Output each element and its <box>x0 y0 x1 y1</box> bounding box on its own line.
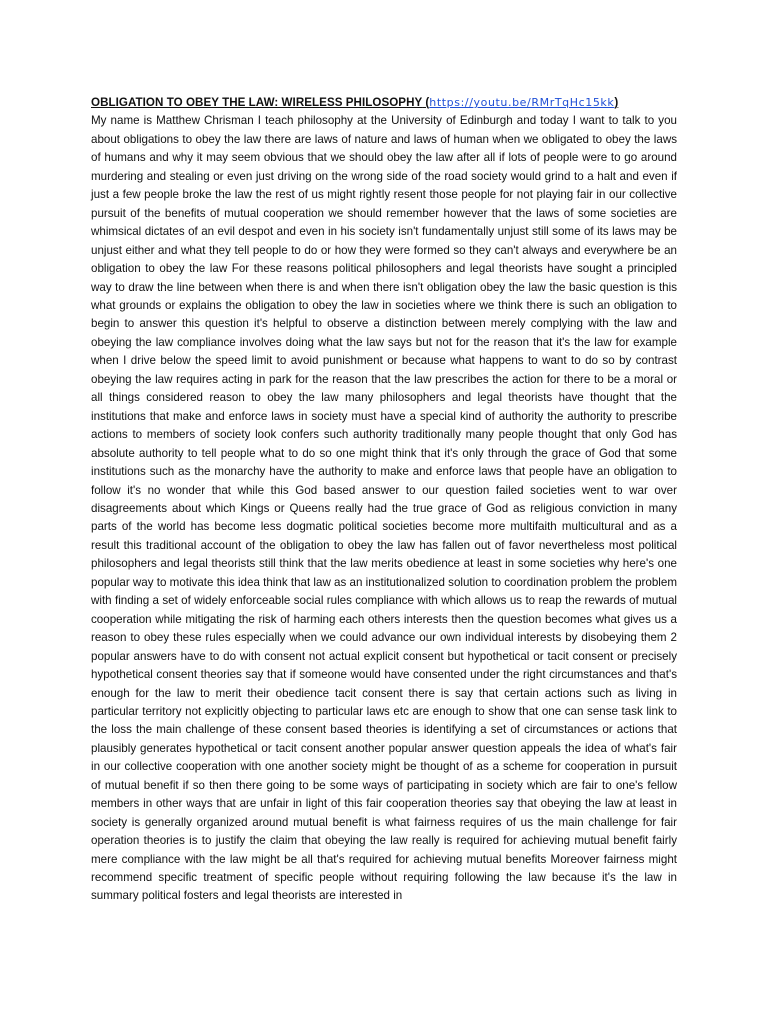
document-page <box>91 94 677 906</box>
title-line <box>91 94 677 112</box>
document-title: OBLIGATION TO OBEY THE LAW: WIRELESS PHILOSOPHY <box>91 96 423 109</box>
video-link[interactable]: https://youtu.be/RMrTqHc15kk <box>429 96 615 109</box>
transcript-body: My name is Matthew Chrisman I teach philosophy at the University of Edinburgh and today I want to talk to you about obligations to obey the law there are laws of nature and laws of human when we obligated to obey the laws of humans and why it may seem obvious that we should obey the law after all if lots of people were to go around murdering and stealing or even just driving on the wrong side of the road society would grind to a halt and even if just a few people broke the law the rest of us might rightly resent those people for not playing fair in our collective pursuit of the benefits of mutual cooperation we should remember however that the laws of some societies are whimsical dictates of an evil despot and even in his society isn't fundamentally unjust still some of its laws may be unjust either and what they tell people to do or how they were formed so they can't always and everywhere be an obligation to obey the law For these reasons political philosophers and legal theorists have sought a principled way to draw the line between when there is and when there isn't obligation obey the law the basic question is this what grounds or explains the obligation to obey the law in societies where we think there is such an obligation to begin to answer this question it's helpful to observe a distinction between merely complying with the law and obeying the law compliance involves doing what the law says but not for the reason that it's the law for example when I drive below the speed limit to avoid punishment or because what happens to want to do so by contrast obeying the law requires acting in park for the reason that the law prescribes the action for there to be a moral or all things considered reason to obey the law many philosophers and legal theorists have thought that the institutions that make and enforce laws in society must have a special kind of authority the authority to prescribe actions to members of society look confers such authority traditionally many people thought that only God has absolute authority to tell people what to do so one might think that it's only through the grace of God that some institutions such as the monarchy have the authority to make and enforce laws that people have an obligation to follow it's no wonder that while this God based answer to our question failed societies went to war over disagreements about which Kings or Queens really had the true grace of God as religious conviction in many parts of the world has become less dogmatic political societies become more multifaith multicultural and as a result this traditional account of the obligation to obey the law has fallen out of favor nevertheless most political philosophers and legal theorists still think that the law merits obedience at least in some societies why here's one popular way to motivate this idea think that law as an institutionalized solution to coordination problem the problem with finding a set of widely enforceable social rules compliance with which allows us to reap the rewards of mutual cooperation while mitigating the risk of harming each others interests then the question becomes what gives us a reason to obey these rules especially when we could advance our own individual interests by disobeying them 2 popular answers have to do with consent not actual explicit consent but hypothetical or tacit consent or precisely hypothetical consent theories say that if someone would have consented under the right circumstances and that's enough for the law to merit their obedience tacit consent there is say that certain actions such as living in particular territory not explicitly objecting to particular laws etc are enough to show that one can sense task link to the loss the main challenge of these consent based theories is identifying a set of circumstances or actions that plausibly generates hypothetical or tacit consent another popular answer question appeals the idea of what's fair in our collective cooperation with one another society might be thought of as a scheme for cooperation in pursuit of mutual benefit if so then there going to be some ways of participating in society which are fair to one's fellow members in other ways that are unfair in light of this fair cooperation theories say that obeying the law at least in society is generally organized around mutual benefit is what fairness requires of us the main challenge for fair operation theories is to justify the claim that obeying the law really is required for achieving mutual benefit fairly mere compliance with the law might be all that's required for achieving mutual benefits Moreover fairness might recommend specific treatment of specific people without requiring following the law because it's the law in summary political fosters and legal theorists are interested in <box>91 114 677 903</box>
paren-close: ) <box>614 96 619 109</box>
paren-open: ( <box>422 96 430 109</box>
